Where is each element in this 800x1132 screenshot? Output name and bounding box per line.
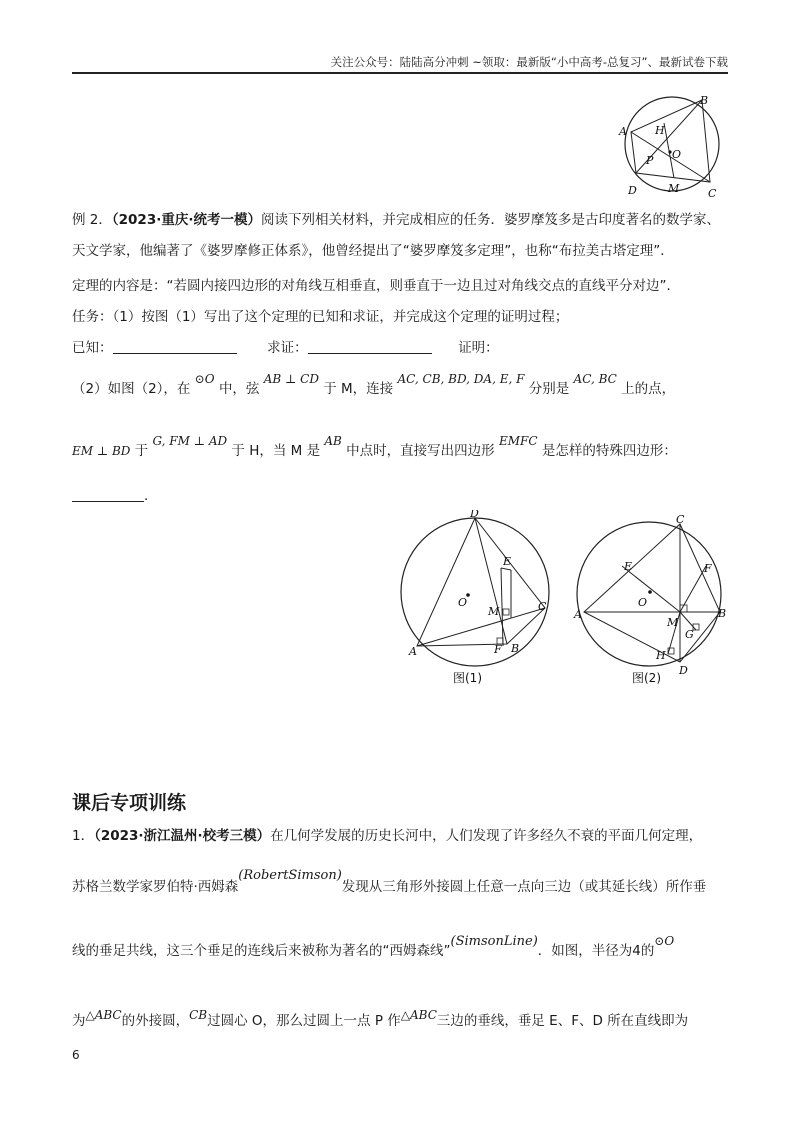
top-label-b: B xyxy=(700,94,709,107)
problem1-circle-o: ⊙O xyxy=(654,934,675,948)
fig1-label-o: O xyxy=(458,596,468,609)
example2-line3: 定理的内容是：“若圆内接四边形的对角线互相垂直，则垂直于一边且过对角线交点的直线平分对边”． xyxy=(72,278,680,294)
problem1-line1 xyxy=(72,826,702,846)
known-blank[interactable] xyxy=(113,339,237,354)
problem1-line4-b: 的外接圆， xyxy=(121,1013,190,1029)
fig2-center-dot xyxy=(648,590,652,594)
fig2-label-o: O xyxy=(638,596,648,609)
prove-label: 求证： xyxy=(267,340,308,356)
figure-2 xyxy=(572,514,742,688)
q2-perp1: EM ⊥ BD xyxy=(72,444,131,458)
prove-blank[interactable] xyxy=(308,339,432,354)
answer-blank[interactable] xyxy=(72,487,144,502)
problem1-line4 xyxy=(72,1010,688,1032)
fig2-label-b: B xyxy=(718,607,727,620)
fig1-label-e: E xyxy=(503,555,512,568)
top-label-h: H xyxy=(655,124,665,137)
header-rule xyxy=(72,72,728,74)
top-label-m: M xyxy=(668,182,680,195)
fig1-diagonal-ac xyxy=(417,608,545,646)
example2-q2-line1 xyxy=(72,372,676,400)
problem1-line2-a: 苏格兰数学家罗伯特·西姆森 xyxy=(72,879,239,895)
q2-perp2: G, FM ⊥ AD xyxy=(152,434,228,448)
q2-text-d: 分别是 xyxy=(528,381,570,397)
fig2-circle xyxy=(577,522,721,666)
problem1-line4-c: 过圆心 O，那么过圆上一点 P 作 xyxy=(207,1013,401,1029)
example2-answer-line xyxy=(72,486,148,506)
top-label-o: O xyxy=(672,148,682,161)
fig1-label-a: A xyxy=(409,645,417,658)
problem1-source: （2023·浙江温州·校考三模） xyxy=(94,828,271,844)
fig2-label-e: E xyxy=(624,560,633,573)
example2-fill-line xyxy=(72,338,499,358)
q2-text-c: 于 M，连接 xyxy=(323,381,394,397)
q2-chord: AB ⊥ CD xyxy=(263,372,319,386)
problem1-line1-text: 在几何学发展的历史长河中，人们发现了许多经久不衰的平面几何定理， xyxy=(270,828,703,844)
q2-text-e: 上的点， xyxy=(621,381,676,397)
fig1-label-m: M xyxy=(488,605,500,618)
top-label-c: C xyxy=(708,187,717,200)
q2-text-a: （2）如图（2），在 xyxy=(72,381,191,397)
fig2-label-h: H xyxy=(656,649,666,662)
section-title: 课后专项训练 xyxy=(72,792,187,814)
fig2-caption: 图(2) xyxy=(632,671,661,685)
fig1-label-d: D xyxy=(470,510,479,520)
q2-text-f: 于 xyxy=(134,443,149,459)
fig1-label-c: C xyxy=(538,600,547,613)
q2-ab: AB xyxy=(324,434,342,448)
fig1-segment-e xyxy=(501,568,511,570)
top-label-p: P xyxy=(646,154,654,167)
problem1-simson-line: (SimsonLine) xyxy=(450,934,538,949)
problem1-triangle-abc: △ABC xyxy=(85,1008,122,1022)
problem1-line2 xyxy=(72,868,707,899)
fig1-label-f: F xyxy=(494,643,502,656)
fig2-quadrilateral xyxy=(584,524,720,662)
top-label-a: A xyxy=(619,125,627,138)
example2-q2-line2 xyxy=(72,434,677,462)
top-quadrilateral xyxy=(631,100,710,182)
q2-quad: EMFC xyxy=(498,434,538,448)
top-circle-figure xyxy=(612,90,732,202)
known-label: 已知： xyxy=(72,340,113,356)
q2-text-i: 是怎样的特殊四边形： xyxy=(541,443,677,459)
problem1-line2-b: 发现从三角形外接圆上任意一点向三边（或其延长线）所作垂 xyxy=(341,879,707,895)
problem1-line4-d: 三边的垂线，垂足 E、F、D 所在直线即为 xyxy=(436,1013,689,1029)
problem1-number: 1． xyxy=(72,828,95,844)
problem1-cb: CB xyxy=(189,1008,208,1022)
problem1-triangle-abc-2: △ABC xyxy=(400,1008,437,1022)
q2-text-h: 中点时，直接写出四边形 xyxy=(346,443,495,459)
fig1-caption: 图(1) xyxy=(453,671,482,685)
fig2-label-d: D xyxy=(679,664,688,677)
answer-end-dot: . xyxy=(144,488,149,504)
example2-number: 例 2． xyxy=(72,212,112,228)
problem1-line3 xyxy=(72,934,675,963)
fig2-label-a: A xyxy=(574,608,582,621)
top-label-d: D xyxy=(628,184,637,197)
q2-text-g: 于 H，当 M 是 xyxy=(231,443,321,459)
q2-text-b: 中，弦 xyxy=(218,381,260,397)
page-header: 关注公众号：陆陆高分冲刺 ~领取：最新版“小中高考-总复习”、最新试卷下载 xyxy=(330,55,728,69)
fig2-label-c: C xyxy=(676,514,685,526)
problem1-line3-b: ．如图，半径为4的 xyxy=(537,943,655,959)
example2-line4: 任务：（1）按图（1）写出了这个定理的已知和求证，并完成这个定理的证明过程； xyxy=(72,309,569,325)
problem1-robert-simson: (RobertSimson) xyxy=(238,868,342,883)
fig2-label-f: F xyxy=(704,562,712,575)
problem1-line4-a: 为 xyxy=(72,1013,86,1029)
example2-line1 xyxy=(72,210,720,230)
example2-line2: 天文学家，他编著了《婆罗摩修正体系》，他曾经提出了“婆罗摩笈多定理”，也称“布拉美古塔定理”． xyxy=(72,243,674,259)
q2-circle-o: ⊙O xyxy=(194,372,215,386)
problem1-line3-a: 线的垂足共线，这三个垂足的连线后来被称为著名的“西姆森线” xyxy=(72,943,451,959)
q2-arcs: AC, BC xyxy=(573,372,617,386)
example2-source: （2023·重庆·统考一模） xyxy=(111,212,261,228)
fig1-line-ef xyxy=(501,568,503,646)
fig1-label-b: B xyxy=(511,642,520,655)
proof-label: 证明： xyxy=(458,340,499,356)
fig2-label-m: M xyxy=(667,616,679,629)
fig2-label-g: G xyxy=(685,628,694,641)
page-number: 6 xyxy=(72,1048,80,1062)
fig1-right-angle-m xyxy=(503,609,509,615)
q2-segments: AC, CB, BD, DA, E, F xyxy=(397,372,525,386)
figure-1 xyxy=(395,510,565,688)
example2-line1-text: 阅读下列相关材料，并完成相应的任务．婆罗摩笈多是古印度著名的数学家、 xyxy=(260,212,720,228)
